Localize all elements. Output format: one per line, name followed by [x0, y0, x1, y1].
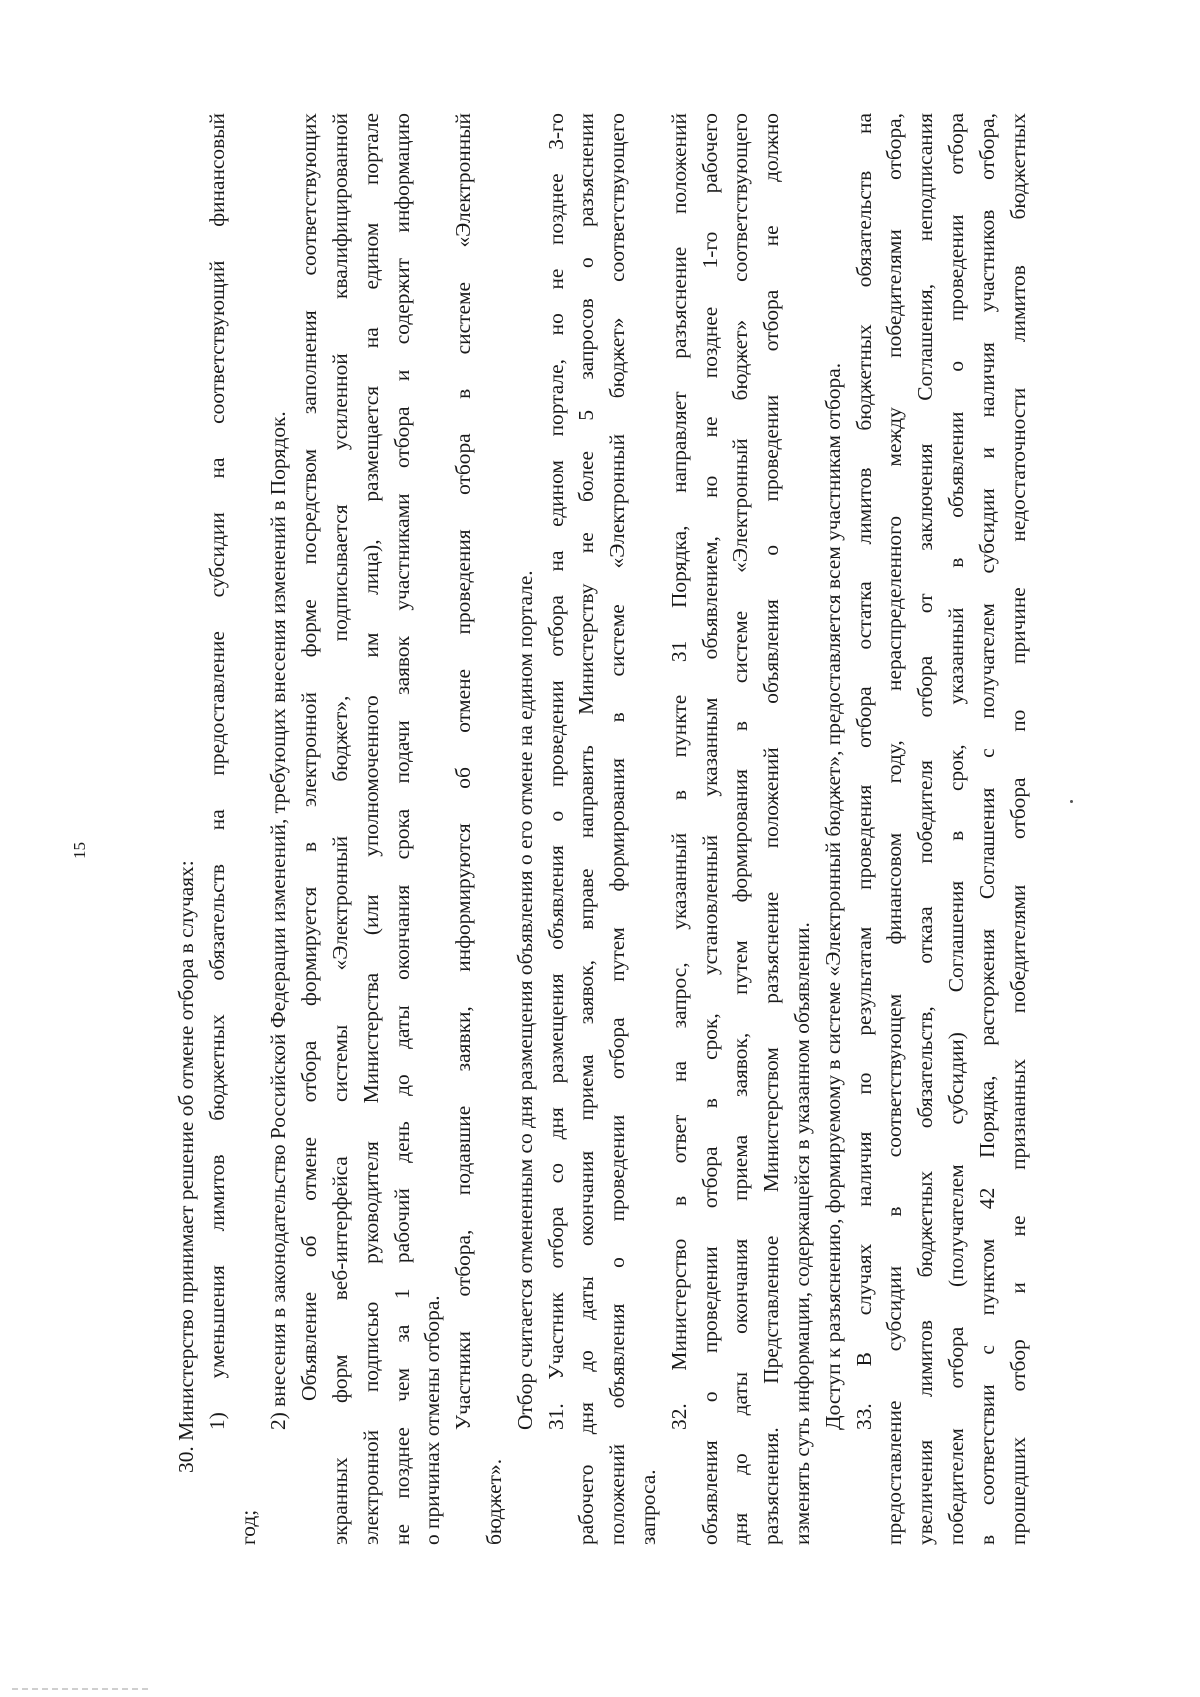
- text-line: не позднее чем за 1 рабочий день до даты окончания срока подачи заявок участниками отбора и содержит информацию: [389, 113, 414, 1545]
- text-line: объявления о проведении отбора в срок, установленный указанным объявлением, но не позднее 1-го рабочего: [697, 113, 722, 1545]
- text-line: изменять суть информации, содержащейся в указанном объявлении.: [790, 922, 814, 1545]
- text-line: рабочего дня до даты окончания приема заявок, вправе направить Министерству не более 5 запросов о разъяснении: [574, 113, 599, 1545]
- scan-speck: [1070, 800, 1073, 803]
- text-line: увеличения лимитов бюджетных обязательств, отказа победителя отбора от заключения Соглашения, неподписания: [913, 113, 938, 1545]
- text-line: запроса.: [636, 1469, 660, 1545]
- text-line: электронной подписью руководителя Министерства (или уполномоченного им лица), размещается на едином портале: [358, 113, 383, 1545]
- text-line: 33. В случаях наличия по результатам проведения отбора остатка лимитов бюджетных обязательств на: [851, 113, 876, 1430]
- text-line: 30. Министерство принимает решение об отмене отбора в случаях:: [174, 860, 198, 1473]
- text-line: Доступ к разъяснению, формируемому в системе «Электронный бюджет», предоставляется всем участникам отбора.: [820, 362, 845, 1430]
- text-line: Отбор считается отмененным со дня размещения объявления о его отмене на едином портале.: [512, 570, 537, 1430]
- text-line: предоставление субсидии в соответствующем финансовом году, нераспределенного между победителями отбора,: [882, 113, 907, 1545]
- text-line: Объявление об отмене отбора формируется в электронной форме посредством заполнения соответствующих: [297, 113, 322, 1401]
- text-line: Участники отбора, подавшие заявки, информируются об отмене проведения отбора в системе «Электронный: [451, 113, 476, 1430]
- text-line: разъяснения. Представленное Министерством разъяснение положений объявления о проведении отбора не должно: [759, 113, 784, 1545]
- text-line: бюджет».: [482, 1458, 506, 1545]
- text-line: победителем отбора (получателем субсидии) Соглашения в срок, указанный в объявлении о проведении отбора: [944, 113, 968, 1545]
- text-line: 1) уменьшения лимитов бюджетных обязательств на предоставление субсидии на соответствующий финансовый: [204, 113, 229, 1430]
- scan-edge-mark: [12, 1688, 152, 1690]
- page-number: 15: [70, 842, 89, 859]
- text-line: положений объявления о проведении отбора путем формирования в системе «Электронный бюджет» соответствующего: [605, 113, 630, 1545]
- rotated-text-frame: [70, 113, 1030, 1545]
- text-line: прошедших отбор и не признанных победителями отбора по причине недостаточности лимитов бюджетных: [1005, 113, 1030, 1545]
- text-line: 2) внесения в законодательство Российской Федерации изменений, требующих внесения изменений в Порядок.: [266, 411, 291, 1430]
- text-line: экранных форм веб-интерфейса системы «Электронный бюджет», подписывается усиленной квалифицированной: [328, 113, 352, 1545]
- text-line: 32. Министерство в ответ на запрос, указанный в пункте 31 Порядка, направляет разъяснение положений: [666, 113, 691, 1430]
- text-line: дня до даты окончания приема заявок, путем формирования в системе «Электронный бюджет» соответствующего: [728, 113, 753, 1545]
- text-line: в соответствии с пунктом 42 Порядка, расторжения Соглашения с получателем субсидии и наличия участников отбора,: [974, 113, 999, 1545]
- text-line: 31. Участник отбора со дня размещения объявления о проведении отбора на едином портале, но не позднее 3-го: [543, 113, 568, 1430]
- text-line: о причинах отмены отбора.: [420, 1295, 445, 1545]
- text-line: год;: [235, 1509, 260, 1545]
